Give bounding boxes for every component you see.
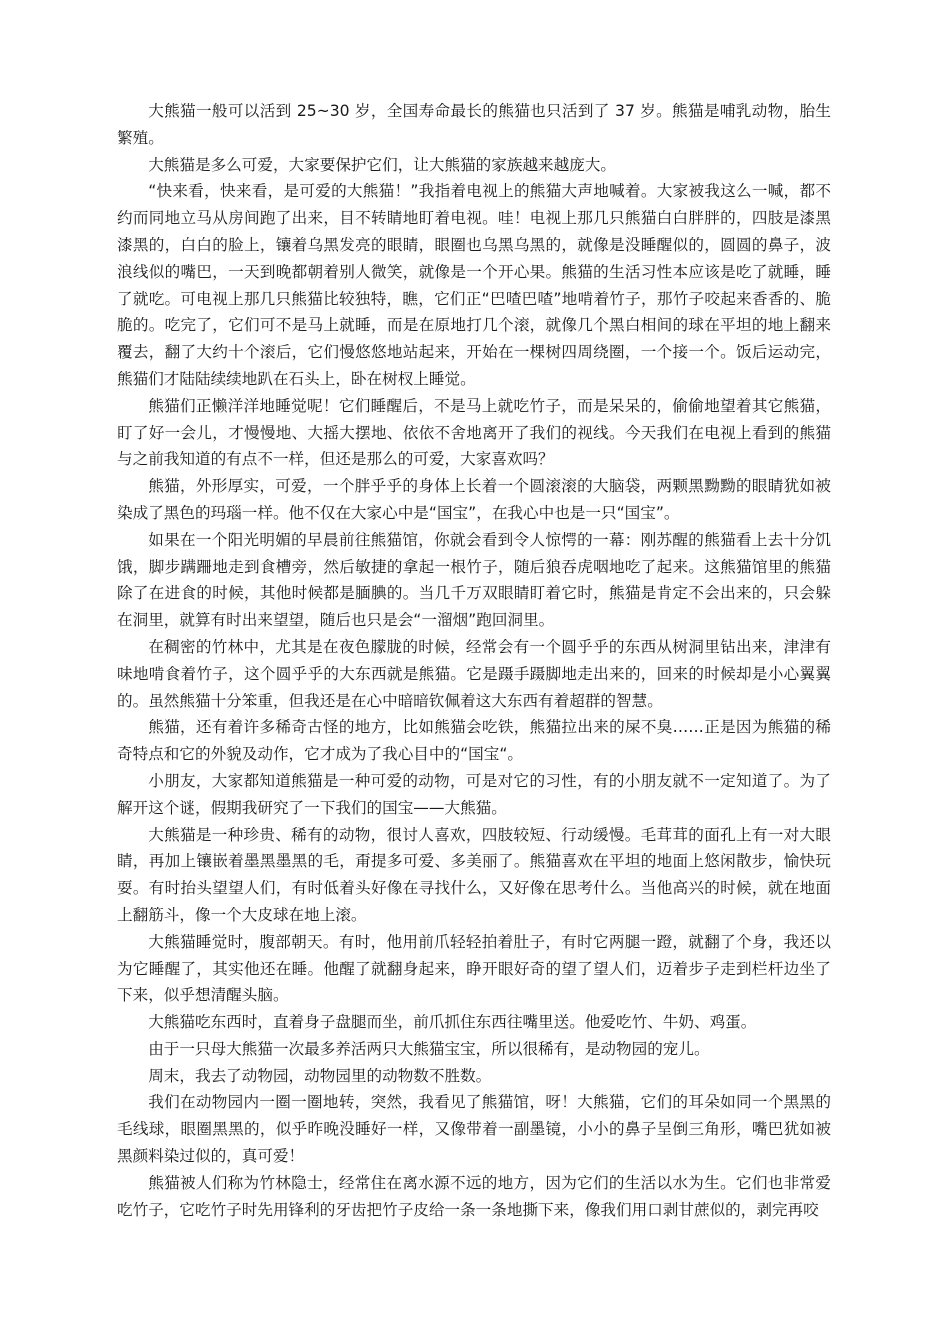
- paragraph-14: 周末，我去了动物园，动物园里的动物数不胜数。: [148, 1066, 492, 1085]
- document-body: [117, 98, 831, 1223]
- paragraph-11: 大熊猫睡觉时，腹部朝天。有时，他用前爪轻轻拍着肚子，有时它两腿一蹬，就翻了个身，我还以为它睡醒了，其实他还在睡。他醒了就翻身起来，睁开眼好奇的望了望人们，迈着步子走到栏杆边坐了下来，似乎想清醒头脑。: [117, 932, 831, 1005]
- paragraph-6: 如果在一个阳光明媚的早晨前往熊猫馆，你就会看到令人惊愕的一幕：刚苏醒的熊猫看上去十分饥饿，脚步蹒跚地走到食槽旁，然后敏捷的拿起一根竹子，随后狼吞虎咽地吃了起来。这熊猫馆里的熊猫除了在进食的时候，其他时候都是腼腆的。当几千万双眼睛盯着它时，熊猫是肯定不会出来的，只会躲在洞里，就算有时出来望望，随后也只是会“一溜烟”跑回洞里。: [117, 530, 831, 630]
- paragraph-13: 由于一只母大熊猫一次最多养活两只大熊猫宝宝，所以很稀有，是动物园的宠儿。: [148, 1039, 710, 1058]
- paragraph-5: 熊猫，外形厚实，可爱，一个胖乎乎的身体上长着一个圆滚滚的大脑袋，两颗黑黝黝的眼睛犹如被染成了黑色的玛瑙一样。他不仅在大家心中是“国宝”，在我心中也是一只“国宝”。: [117, 477, 831, 522]
- paragraph-9: 小朋友，大家都知道熊猫是一种可爱的动物，可是对它的习性，有的小朋友就不一定知道了。为了解开这个谜，假期我研究了一下我们的国宝——大熊猫。: [117, 771, 831, 817]
- paragraph-3: “快来看，快来看，是可爱的大熊猫！”我指着电视上的熊猫大声地喊着。大家被我这么一喊，都不约而同地立马从房间跑了出来，目不转睛地盯着电视。哇！电视上那几只熊猫白白胖胖的，四肢是漆黑漆黑的，白白的脸上，镶着乌黑发亮的眼睛，眼圈也乌黑乌黑的，就像是没睡醒似的，圆圆的鼻子，波浪线似的嘴巴，一天到晚都朝着别人微笑，就像是一个开心果。熊猫的生活习性本应该是吃了就睡，睡了就吃。可电视上那几只熊猫比较独特，瞧，它们正“巴喳巴喳”地啃着竹子，那竹子咬起来香香的、脆脆的。吃完了，它们可不是马上就睡，而是在原地打几个滚，就像几个黑白相间的球在平坦的地上翻来覆去，翻了大约十个滚后，它们慢悠悠地站起来，开始在一棵树四周绕圈，一个接一个。饭后运动完，熊猫们才陆陆续续地趴在石头上，卧在树杈上睡觉。: [117, 182, 831, 388]
- paragraph-7: 在稠密的竹林中，尤其是在夜色朦胧的时候，经常会有一个圆乎乎的东西从树洞里钻出来，津津有味地啃食着竹子，这个圆乎乎的大东西就是熊猫。它是蹑手蹑脚地走出来的，回来的时候却是小心翼翼的。虽然熊猫十分笨重，但我还是在心中暗暗钦佩着这大东西有着超群的智慧。: [117, 637, 831, 710]
- paragraph-16: 熊猫被人们称为竹林隐士，经常住在离水源不远的地方，因为它们的生活以水为生。它们也非常爱吃竹子，它吃竹子时先用锋利的牙齿把竹子皮给一条一条地撕下来，像我们用口剥甘蔗似的，剥完再咬: [117, 1173, 831, 1219]
- paragraph-4: 熊猫们正懒洋洋地睡觉呢！它们睡醒后，不是马上就吃竹子，而是呆呆的，偷偷地望着其它熊猫，盯了好一会儿，才慢慢地、大摇大摆地、依依不舍地离开了我们的视线。今天我们在电视上看到的熊猫与之前我知道的有点不一样，但还是那么的可爱，大家喜欢吗？: [117, 396, 831, 469]
- paragraph-15: 我们在动物园内一圈一圈地转，突然，我看见了熊猫馆，呀！大熊猫，它们的耳朵如同一个黑黑的毛线球，眼圈黑黑的，似乎昨晚没睡好一样，又像带着一副墨镜，小小的鼻子呈倒三角形，嘴巴犹如被黑颜料染过似的，真可爱！: [117, 1093, 831, 1166]
- paragraph-1: 大熊猫一般可以活到 25~30 岁，全国寿命最长的熊猫也只活到了 37 岁。熊猫是哺乳动物，胎生繁殖。: [117, 102, 831, 147]
- paragraph-8: 熊猫，还有着许多稀奇古怪的地方，比如熊猫会吃铁，熊猫拉出来的屎不臭……正是因为熊猫的稀奇特点和它的外貌及动作，它才成为了我心目中的“国宝“。: [117, 718, 831, 764]
- paragraph-12: 大熊猫吃东西时，直着身子盘腿而坐，前爪抓住东西往嘴里送。他爱吃竹、牛奶、鸡蛋。: [148, 1013, 757, 1032]
- paragraph-2: 大熊猫是多么可爱，大家要保护它们，让大熊猫的家族越来越庞大。: [148, 155, 617, 174]
- paragraph-10: 大熊猫是一种珍贵、稀有的动物，很讨人喜欢，四肢较短、行动缓慢。毛茸茸的面孔上有一对大眼睛，再加上镶嵌着墨黑墨黑的毛，甭提多可爱、多美丽了。熊猫喜欢在平坦的地面上悠闲散步，愉快玩耍。有时抬头望望人们，有时低着头好像在寻找什么，又好像在思考什么。当他高兴的时候，就在地面上翻筋斗，像一个大皮球在地上滚。: [117, 825, 831, 924]
